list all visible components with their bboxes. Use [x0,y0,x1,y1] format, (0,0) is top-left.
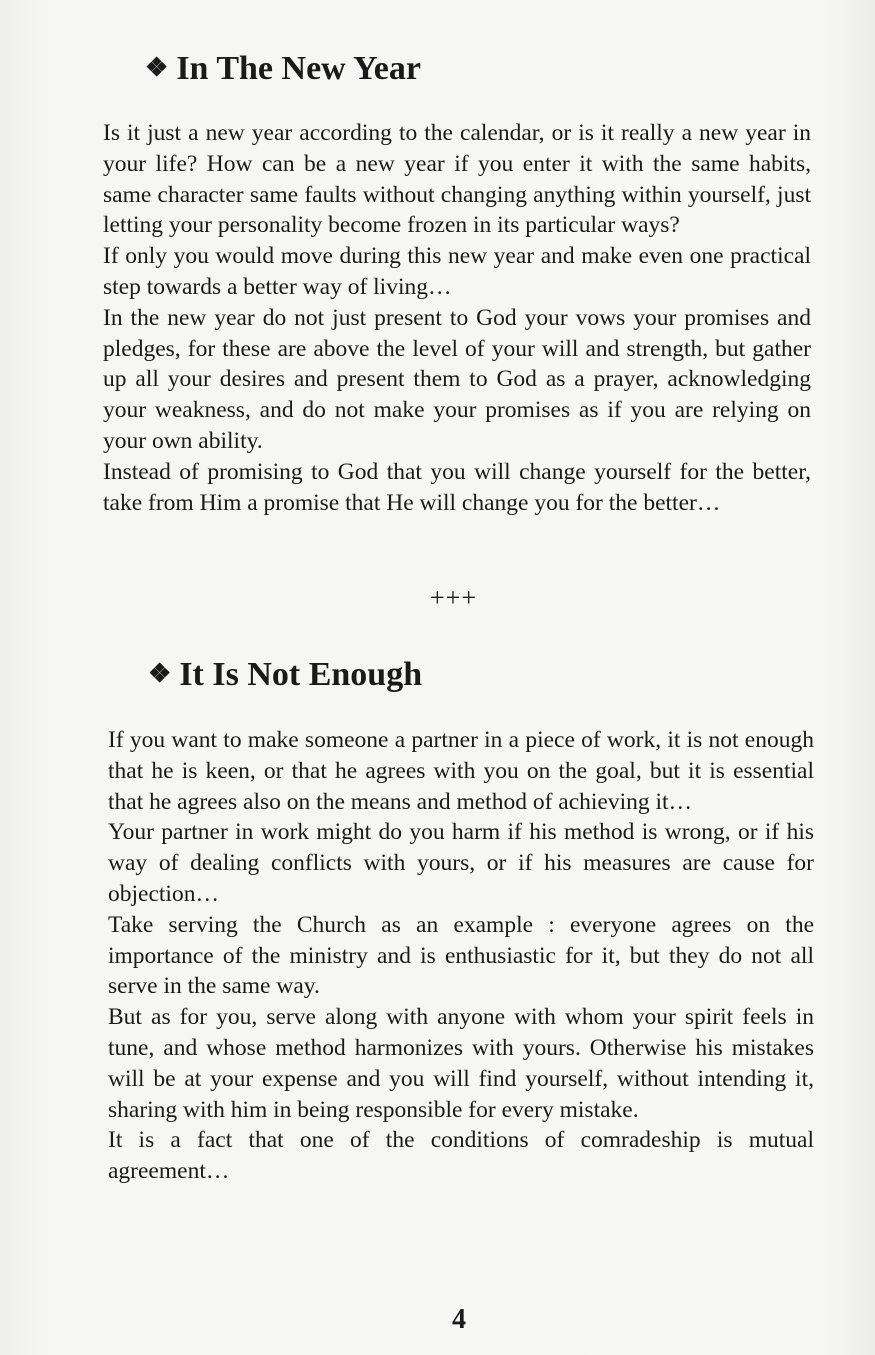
diamond-bullet-icon: ❖ [145,53,169,82]
section-divider: +++ [430,583,477,612]
paragraph: Instead of promising to God that you will change yourself for the better, take from Him a promise that He will change you for the better… [103,458,811,516]
paragraph: If you want to make someone a partner in a piece of work, it is not enough that he is keen, or that he agrees with you on the goal, but it is essential that he agrees also on the means and method of achieving it… [108,727,814,815]
paragraph: But as for you, serve along with anyone with whom your spirit feels in tune, and whose method harmonizes with yours. Otherwise his mistakes will be at your expense and you will find yourself, without intending it, sharing with him in being responsible for every mistake. [108,1004,814,1123]
paragraph: If only you would move during this new year and make even one practical step towards a better way of living… [103,243,811,300]
section-body-not-enough [108,725,814,1187]
section-title: It Is Not Enough [179,656,423,693]
paragraph: Is it just a new year according to the calendar, or is it really a new year in your life? How can be a new year if you enter it with the same habits, same character same faults without changing anything within yourself, just letting your personality become frozen in its particular ways? [103,120,811,239]
paragraph: Your partner in work might do you harm if his method is wrong, or if his way of dealing conflicts with yours, or if his measures are cause for objection… [108,819,814,907]
section-heading-new-year [145,50,421,88]
paragraph: It is a fact that one of the conditions of comradeship is mutual agreement… [108,1127,814,1185]
section-heading-not-enough [148,656,422,694]
paragraph: In the new year do not just present to God your vows your promises and pledges, for these are above the level of your will and strength, but gather up all your desires and present them to God as a prayer, acknowledging your weakness, and do not make your promises as if you are relying on your own ability. [103,304,811,454]
page-number: 4 [452,1304,466,1335]
section-title: In The New Year [176,50,421,87]
section-body-new-year [103,118,811,518]
diamond-bullet-icon: ❖ [148,659,172,688]
paragraph: Take serving the Church as an example : everyone agrees on the importance of the ministry and is enthusiastic for it, but they do not all serve in the same way. [108,911,814,1000]
